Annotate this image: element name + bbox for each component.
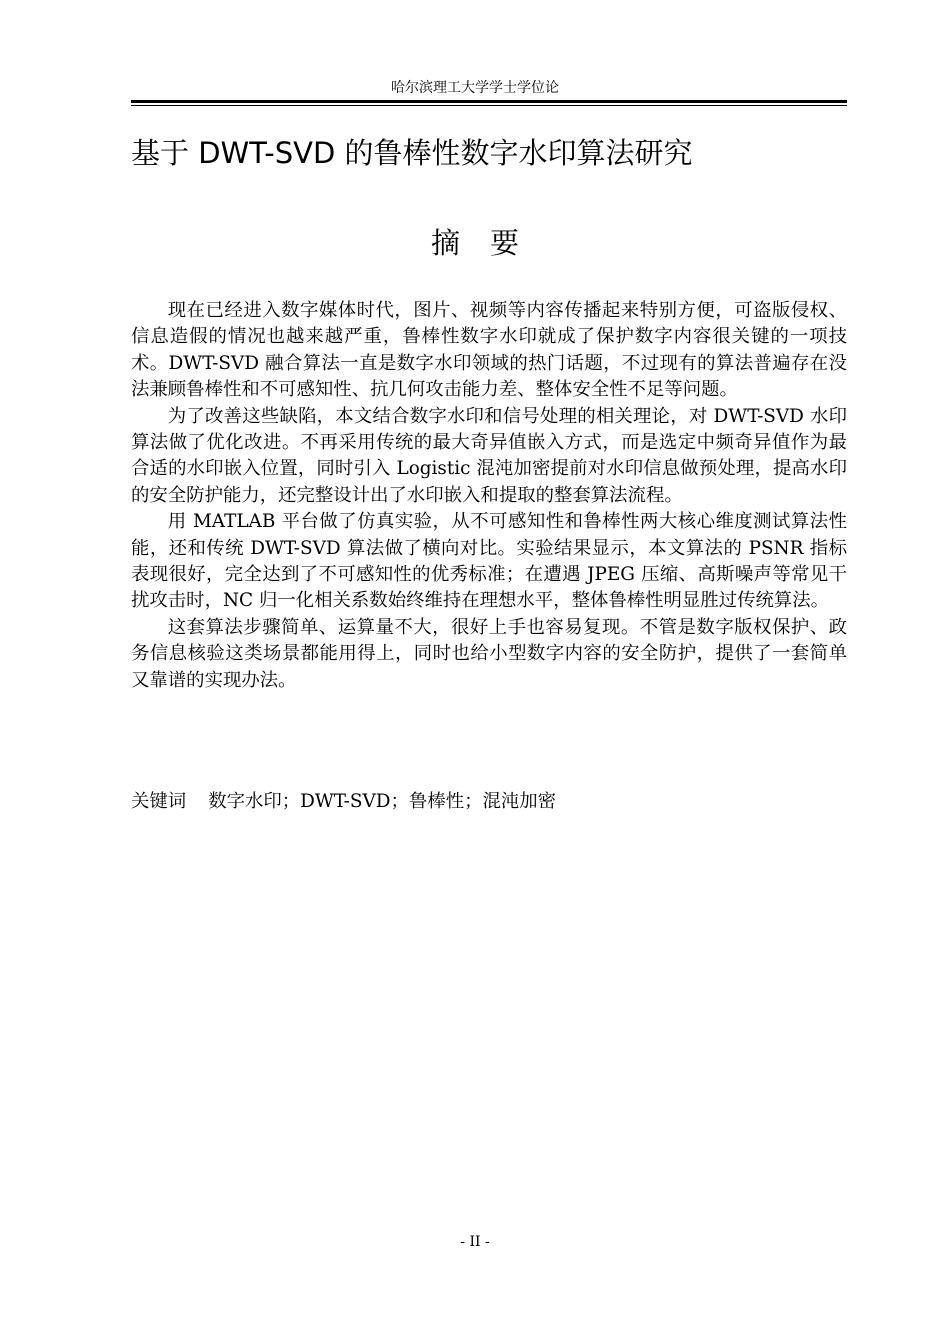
document-title: 基于 DWT-SVD 的鲁棒性数字水印算法研究 bbox=[131, 136, 693, 170]
header-rule-thin bbox=[131, 105, 847, 106]
abstract-paragraph-4: 这套算法步骤简单、运算量不大，很好上手也容易复现。不管是数字版权保护、政务信息核验这类场景都能用得上，同时也给小型数字内容的安全防护，提供了一套简单又靠谱的实现办法。 bbox=[131, 616, 847, 691]
keywords-line bbox=[131, 789, 847, 815]
running-header: 哈尔滨理工大学学士学位论 bbox=[391, 80, 559, 96]
page-number: - II - bbox=[460, 1234, 490, 1250]
abstract-body bbox=[131, 298, 847, 694]
keywords-text: 数字水印；DWT-SVD；鲁棒性；混沌加密 bbox=[208, 791, 557, 812]
keywords-label: 关键词 bbox=[131, 791, 187, 812]
abstract-paragraph-1: 现在已经进入数字媒体时代，图片、视频等内容传播起来特别方便，可盗版侵权、信息造假的情况也越来越严重，鲁棒性数字水印就成了保护数字内容很关键的一项技术。DWT-SVD 融合算法一直是数字水印领域的热门话题，不过现有的算法普遍存在没法兼顾鲁棒性和不可感知性、抗几何攻击能力差、整体安全性不足等问题。 bbox=[131, 300, 847, 401]
abstract-heading: 摘要 bbox=[430, 226, 549, 260]
abstract-paragraph-3: 用 MATLAB 平台做了仿真实验，从不可感知性和鲁棒性两大核心维度测试算法性能，还和传统 DWT-SVD 算法做了横向对比。实验结果显示，本文算法的 PSNR 指标表现很好，完全达到了不可感知性的优秀标准；在遭遇 JPEG 压缩、高斯噪声等常见干扰攻击时，NC 归一化相关系数始终维持在理想水平，整体鲁棒性明显胜过传统算法。 bbox=[131, 511, 847, 612]
header-rule-thick bbox=[131, 100, 847, 103]
abstract-paragraph-2: 为了改善这些缺陷，本文结合数字水印和信号处理的相关理论，对 DWT-SVD 水印算法做了优化改进。不再采用传统的最大奇异值嵌入方式，而是选定中频奇异值作为最合适的水印嵌入位置，同时引入 Logistic 混沌加密提前对水印信息做预处理，提高水印的安全防护能力，还完整设计出了水印嵌入和提取的整套算法流程。 bbox=[131, 405, 847, 506]
